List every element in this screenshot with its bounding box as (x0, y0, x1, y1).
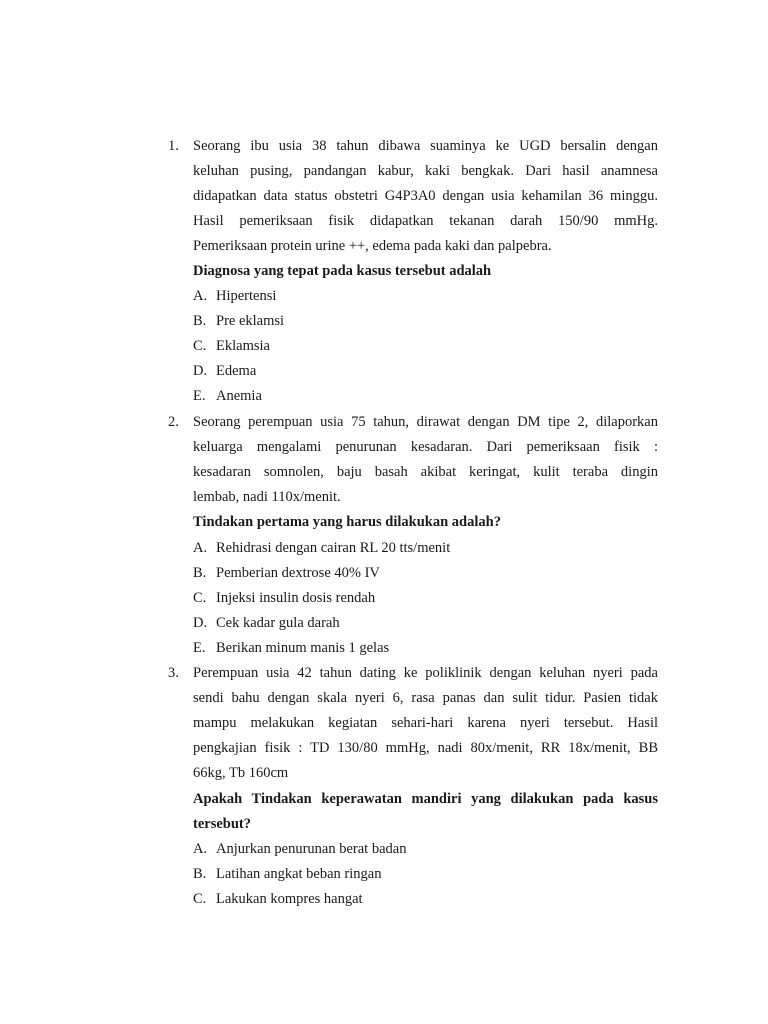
stem-line: keluhan pusing, pandangan kabur, kaki bengkak. Dari hasil anamnesa (193, 163, 658, 179)
stem-line: didapatkan data status obstetri G4P3A0 dengan usia kehamilan 36 minggu. (193, 188, 658, 204)
stem-line: keluarga mengalami penurunan kesadaran. Dari pemeriksaan fisik : (193, 439, 658, 455)
option-text: Rehidrasi dengan cairan RL 20 tts/menit (216, 540, 451, 556)
prompt-line: tersebut? (193, 816, 251, 832)
option-letter: B. (193, 866, 207, 882)
prompt-line: Diagnosa yang tepat pada kasus tersebut adalah (193, 263, 492, 279)
option-c (193, 586, 375, 611)
option-text: Eklamsia (216, 338, 270, 354)
stem-line: Pemeriksaan protein urine ++, edema pada kaki dan palpebra. (193, 238, 552, 254)
question-number: 3. (168, 665, 179, 681)
option-text: Hipertensi (216, 288, 277, 304)
option-b (193, 561, 380, 586)
stem-line: lembab, nadi 110x/menit. (193, 489, 341, 505)
option-letter: A. (193, 540, 208, 556)
option-text: Pemberian dextrose 40% IV (216, 565, 380, 581)
prompt-line: Apakah Tindakan keperawatan mandiri yang dilakukan pada kasus (193, 791, 658, 807)
option-text: Lakukan kompres hangat (216, 891, 363, 907)
stem-line: 66kg, Tb 160cm (193, 765, 289, 781)
question-number: 1. (168, 138, 179, 154)
option-c (193, 334, 270, 359)
option-letter: E. (193, 388, 206, 404)
option-d (193, 359, 256, 384)
question-stem (193, 661, 658, 786)
option-text: Anjurkan penurunan berat badan (216, 841, 407, 857)
option-a (193, 837, 406, 862)
option-text: Cek kadar gula darah (216, 615, 340, 631)
stem-line: Seorang perempuan usia 75 tahun, dirawat dengan DM tipe 2, dilaporkan (193, 414, 658, 430)
option-letter: B. (193, 565, 207, 581)
option-text: Anemia (216, 388, 262, 404)
option-text: Edema (216, 363, 257, 379)
question-prompt (193, 787, 658, 837)
option-letter: D. (193, 615, 208, 631)
stem-line: pengkajian fisik : TD 130/80 mmHg, nadi 80x/menit, RR 18x/menit, BB (193, 740, 658, 756)
option-letter: A. (193, 288, 208, 304)
option-e (193, 384, 262, 409)
stem-line: Perempuan usia 42 tahun dating ke poliklinik dengan keluhan nyeri pada (193, 665, 658, 681)
stem-line: sendi bahu dengan skala nyeri 6, rasa panas dan sulit tidur. Pasien tidak (193, 690, 658, 706)
option-letter: E. (193, 640, 206, 656)
option-b (193, 862, 381, 887)
option-letter: C. (193, 590, 207, 606)
question-prompt (193, 510, 658, 535)
option-text: Latihan angkat beban ringan (216, 866, 382, 882)
question-prompt (193, 259, 658, 284)
option-d (193, 611, 340, 636)
option-b (193, 309, 284, 334)
question-stem (193, 410, 658, 510)
option-text: Injeksi insulin dosis rendah (216, 590, 376, 606)
option-letter: C. (193, 338, 207, 354)
option-letter: B. (193, 313, 207, 329)
option-letter: C. (193, 891, 207, 907)
question-number: 2. (168, 414, 179, 430)
option-c (193, 887, 363, 912)
stem-line: Seorang ibu usia 38 tahun dibawa suaminya ke UGD bersalin dengan (193, 138, 658, 154)
option-e (193, 636, 389, 661)
option-letter: A. (193, 841, 208, 857)
option-a (193, 284, 276, 309)
stem-line: Hasil pemeriksaan fisik didapatkan tekanan darah 150/90 mmHg. (193, 213, 658, 229)
option-a (193, 536, 450, 561)
question-stem (193, 134, 658, 259)
stem-line: mampu melakukan kegiatan sehari-hari karena nyeri tersebut. Hasil (193, 715, 658, 731)
option-text: Berikan minum manis 1 gelas (216, 640, 390, 656)
prompt-line: Tindakan pertama yang harus dilakukan adalah? (193, 514, 501, 530)
option-letter: D. (193, 363, 208, 379)
option-text: Pre eklamsi (216, 313, 285, 329)
stem-line: kesadaran somnolen, baju basah akibat keringat, kulit teraba dingin (193, 464, 658, 480)
